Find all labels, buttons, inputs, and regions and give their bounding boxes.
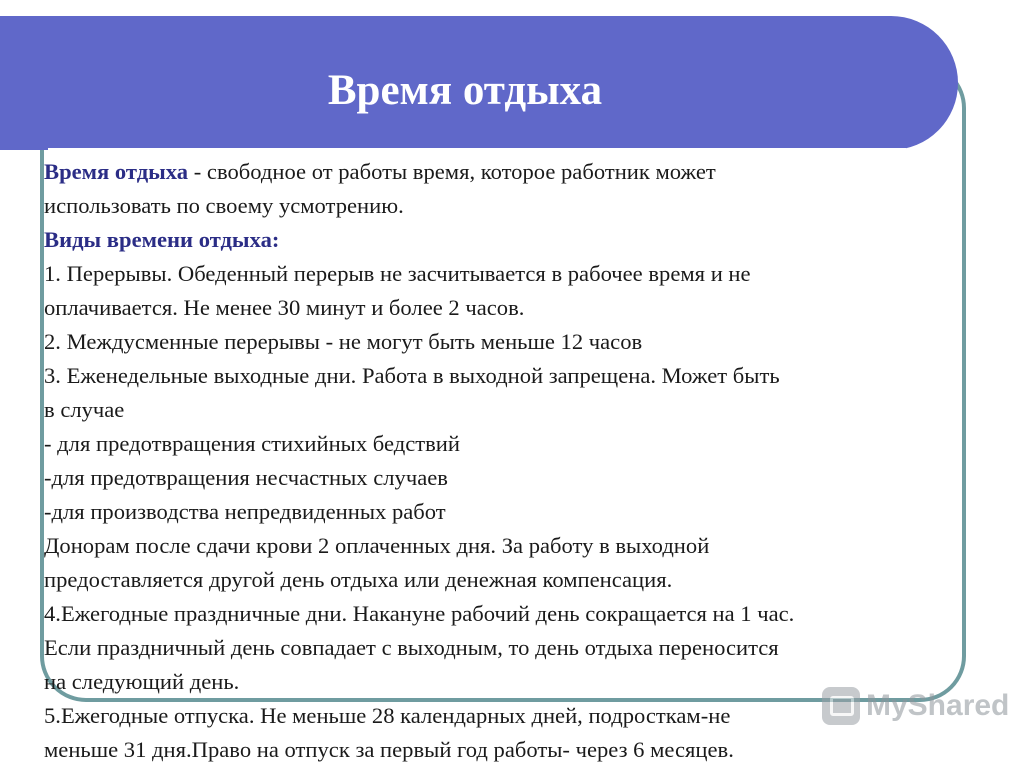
slide-body bbox=[44, 155, 994, 767]
body-line: - для предотвращения стихийных бедствий bbox=[44, 431, 460, 456]
body-line: 1. Перерывы. Обеденный перерыв не засчитывается в рабочее время и не bbox=[44, 261, 751, 286]
watermark bbox=[822, 684, 1022, 728]
body-line: использовать по своему усмотрению. bbox=[44, 193, 404, 218]
body-line: предоставляется другой день отдыха или денежная компенсация. bbox=[44, 567, 673, 592]
body-line: 3. Еженедельные выходные дни. Работа в выходной запрещена. Может быть bbox=[44, 363, 780, 388]
slides-icon bbox=[822, 687, 860, 725]
body-line: 2. Междусменные перерывы - не могут быть меньше 12 часов bbox=[44, 329, 643, 354]
definition-term: Время отдыха bbox=[44, 159, 189, 184]
definition-text: - свободное от работы время, которое работник может bbox=[188, 159, 716, 184]
slide-title: Время отдыха bbox=[327, 67, 603, 114]
definition-line bbox=[44, 155, 994, 189]
watermark-text: MyShared bbox=[866, 689, 1010, 722]
body-line: Если праздничный день совпадает с выходным, то день отдыха переносится bbox=[44, 635, 779, 660]
body-line: 5.Ежегодные отпуска. Не меньше 28 календарных дней, подросткам-не bbox=[44, 703, 731, 728]
body-line: -для предотвращения несчастных случаев bbox=[44, 465, 448, 490]
body-line: 4.Ежегодные праздничные дни. Накануне рабочий день сокращается на 1 час. bbox=[44, 601, 795, 626]
title-banner bbox=[0, 16, 958, 150]
body-line: в случае bbox=[44, 397, 125, 422]
types-heading: Виды времени отдыха: bbox=[44, 227, 280, 252]
body-line: -для производства непредвиденных работ bbox=[44, 499, 446, 524]
body-line: Донорам после сдачи крови 2 оплаченных дня. За работу в выходной bbox=[44, 533, 710, 558]
title-underline bbox=[48, 148, 906, 152]
body-line: на следующий день. bbox=[44, 669, 240, 694]
body-line: меньше 31 дня.Право на отпуск за первый год работы- через 6 месяцев. bbox=[44, 737, 734, 762]
body-line: оплачивается. Не менее 30 минут и более 2 часов. bbox=[44, 295, 525, 320]
